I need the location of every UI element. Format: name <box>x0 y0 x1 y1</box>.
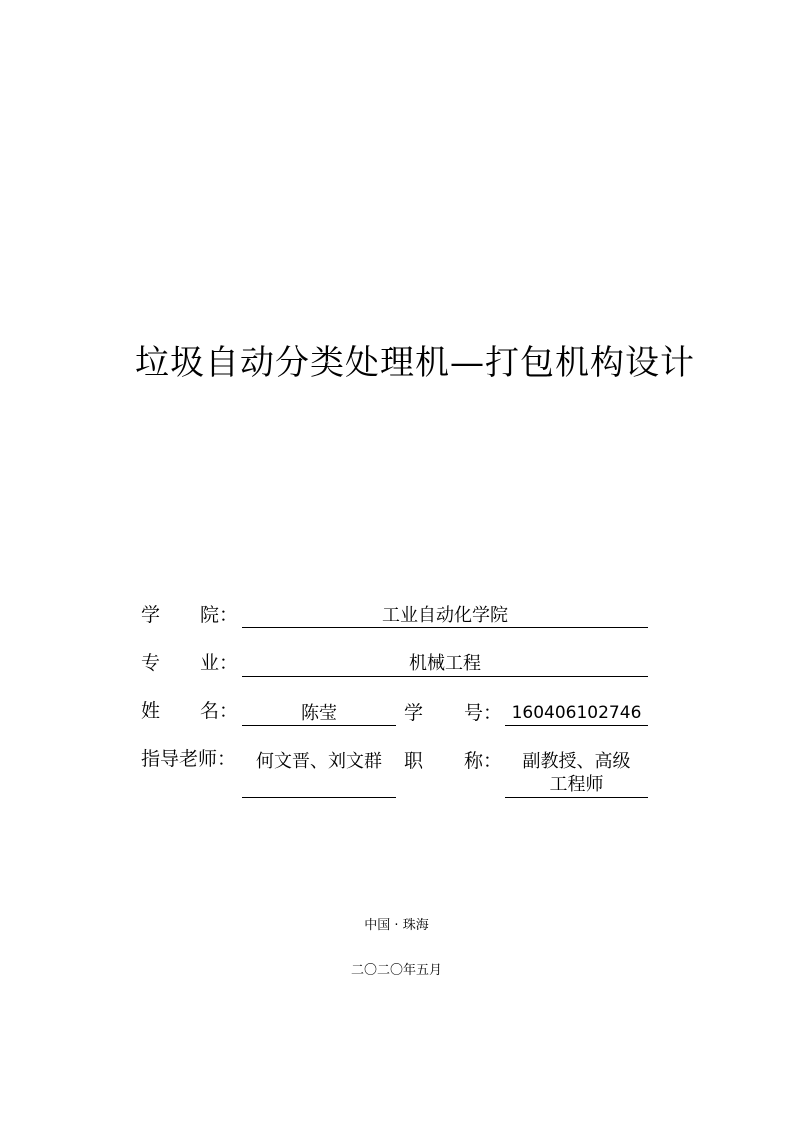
student-id-value: 160406102746 <box>511 703 642 723</box>
footer-location: 中国 · 珠海 <box>364 918 429 933</box>
advisor-value: 何文晋、刘文群 <box>256 751 382 772</box>
title-rank-value-line2: 工程师 <box>549 774 604 795</box>
name-value: 陈莹 <box>301 703 337 724</box>
college-label-char2: 院： <box>200 604 239 626</box>
major-label-char2: 业： <box>200 652 239 674</box>
college-label-char1: 学 <box>141 604 161 626</box>
advisor-label: 指导老师： <box>141 748 237 770</box>
title-rank-value-line1: 副教授、高级 <box>522 751 631 772</box>
student-id-underline <box>505 725 648 726</box>
major-underline <box>242 676 648 677</box>
advisor-underline <box>242 797 396 798</box>
name-label-char2: 名： <box>200 700 239 722</box>
major-value: 机械工程 <box>409 653 481 674</box>
name-underline <box>242 725 396 726</box>
title-rank-label-char2: 称： <box>464 750 503 772</box>
major-label-char1: 专 <box>141 652 161 674</box>
document-title: 垃圾自动分类处理机—打包机构设计 <box>135 343 695 383</box>
name-label-char1: 姓 <box>141 700 161 722</box>
title-rank-underline <box>505 797 648 798</box>
college-underline <box>242 627 648 628</box>
title-rank-label-char1: 职 <box>404 750 424 772</box>
college-value: 工业自动化学院 <box>382 605 508 626</box>
student-id-label-char2: 号： <box>464 702 503 724</box>
student-id-label-char1: 学 <box>404 702 424 724</box>
footer-date: 二〇二〇年五月 <box>350 963 442 978</box>
